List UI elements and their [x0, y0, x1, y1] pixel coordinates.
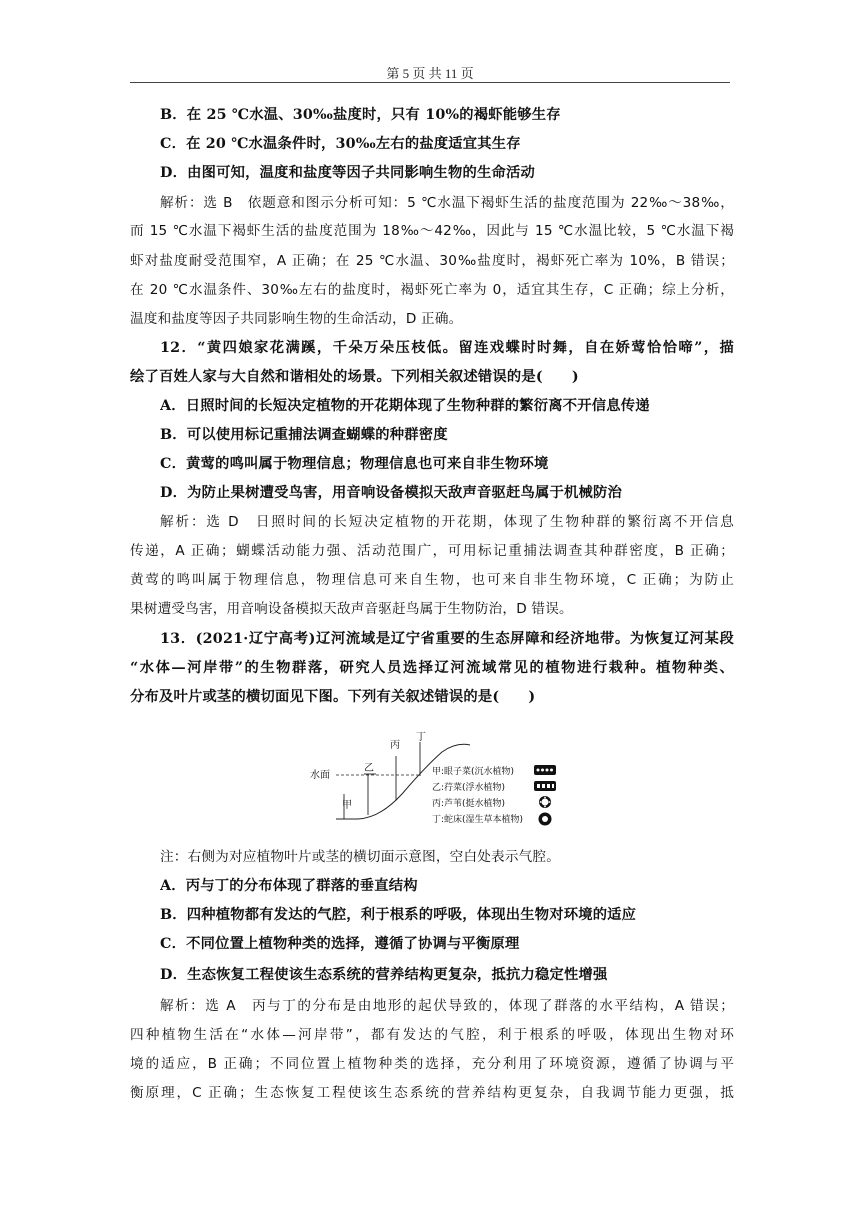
- text-line-q13-ans-4: 衡原理，C 正确；生态恢复工程使该生态系统的营养结构更复杂，自我调节能力更强，抵: [130, 1085, 734, 1101]
- text-line-q12-ans-2: 传递，A 正确；蝴蝶活动能力强、活动范围广，可用标记重捕法调查其种群密度，B 正确；: [130, 543, 734, 559]
- text-line-q11-opt-c: C．在 20 ℃水温条件时，30‰左右的盐度适宜其生存: [160, 136, 521, 152]
- text-line-q13-note: 注：右侧为对应植物叶片或茎的横切面示意图，空白处表示气腔。: [160, 849, 561, 865]
- text-line-q13-opt-a: A．丙与丁的分布体现了群落的垂直结构: [160, 878, 418, 894]
- water-surface-label: 水面: [310, 770, 330, 781]
- text-line-q12-opt-b: B．可以使用标记重捕法调查蝴蝶的种群密度: [160, 427, 448, 443]
- text-line-q13-stem-1: 13．(2021·辽宁高考)辽河流域是辽宁省重要的生态屏障和经济地带。为恢复辽河某段: [160, 631, 734, 647]
- plant-yi-label: 乙: [364, 763, 374, 774]
- text-line-q13-opt-c: C．不同位置上植物种类的选择，遵循了协调与平衡原理: [160, 936, 520, 952]
- cross-section-yi-icon: [534, 781, 556, 791]
- text-line-q13-opt-d: D．生态恢复工程使该生态系统的营养结构更复杂，抵抗力稳定性增强: [160, 967, 608, 983]
- text-line-q11-ans-1: 解析：选 B 依题意和图示分析可知：5 ℃水温下褐虾生活的盐度范围为 22‰～38‰，: [160, 195, 734, 211]
- text-line-q13-stem-2: “水体—河岸带”的生物群落，研究人员选择辽河流域常见的植物进行栽种。植物种类、: [130, 660, 734, 676]
- cross-section-bing-icon: [539, 796, 551, 808]
- text-line-q11-opt-b: B．在 25 ℃水温、30‰盐度时，只有 10%的褐虾能够生存: [160, 107, 561, 123]
- legend-item-bing: 丙:芦苇(挺水植物): [432, 799, 506, 809]
- text-line-q13-ans-2: 四种植物生活在“水体—河岸带”，都有发达的气腔，利于根系的呼吸，体现出生物对环: [130, 1027, 734, 1043]
- text-line-q12-stem-2: 绘了百姓人家与大自然和谐相处的场景。下列相关叙述错误的是( ): [130, 369, 579, 385]
- plant-bing-label: 丙: [390, 740, 400, 751]
- legend-item-jia: 甲:眼子菜(沉水植物): [432, 767, 515, 777]
- text-line-q11-ans-3: 虾对盐度耐受范围窄，A 正确；在 25 ℃水温、30‰盐度时，褐虾死亡率为 10%，B 错误；: [130, 253, 734, 269]
- text-line-q13-opt-b: B．四种植物都有发达的气腔，利于根系的呼吸，体现出生物对环境的适应: [160, 907, 637, 923]
- text-line-q11-ans-5: 温度和盐度等因子共同影响生物的生命活动，D 正确。: [130, 311, 463, 327]
- header-rule: [130, 82, 730, 83]
- text-line-q12-opt-a: A．日照时间的长短决定植物的开花期体现了生物种群的繁衍离不开信息传递: [160, 398, 650, 414]
- text-line-q11-opt-d: D．由图可知，温度和盐度等因子共同影响生物的生命活动: [160, 165, 536, 181]
- plant-jia-label: 甲: [342, 800, 352, 811]
- text-line-q13-ans-3: 境的适应，B 正确；不同位置上植物种类的选择，充分利用了环境资源，遵循了协调与平: [130, 1056, 734, 1072]
- cross-section-ding-icon: [539, 813, 552, 826]
- plant-ding-label: 丁: [416, 732, 426, 743]
- text-line-q13-ans-1: 解析：选 A 丙与丁的分布是由地形的起伏导致的，体现了群落的水平结构，A 错误；: [160, 998, 734, 1014]
- text-line-q13-stem-3: 分布及叶片或茎的横切面见下图。下列有关叙述错误的是( ): [130, 689, 536, 705]
- river-bank-diagram: [298, 728, 558, 832]
- cross-section-jia-icon: [534, 765, 556, 775]
- text-line-q12-stem-1: 12．“黄四娘家花满蹊，千朵万朵压枝低。留连戏蝶时时舞，自在娇莺恰恰啼”，描: [160, 340, 734, 356]
- legend-item-yi: 乙:荇菜(浮水植物): [432, 783, 506, 793]
- legend-item-ding: 丁:蛇床(湿生草本植物): [432, 815, 524, 825]
- text-line-q12-opt-d: D．为防止果树遭受鸟害，用音响设备模拟天敌声音驱赶鸟属于机械防治: [160, 485, 622, 501]
- text-line-q12-opt-c: C．黄莺的鸣叫属于物理信息；物理信息也可来自非生物环境: [160, 456, 549, 472]
- text-line-q12-ans-3: 黄莺的鸣叫属于物理信息，物理信息可来自生物，也可来自非生物环境，C 正确；为防止: [130, 572, 734, 588]
- text-line-q11-ans-2: 而 15 ℃水温下褐虾生活的盐度范围为 18‰～42‰，因此与 15 ℃水温比较，5 ℃水温下褐: [130, 223, 734, 239]
- text-line-q12-ans-1: 解析：选 D 日照时间的长短决定植物的开花期，体现了生物种群的繁衍离不开信息: [160, 514, 734, 530]
- text-line-q11-ans-4: 在 20 ℃水温条件、30‰左右的盐度时，褐虾死亡率为 0，适宜其生存，C 正确；综上分析，: [130, 282, 734, 298]
- page-header: 第 5 页 共 11 页: [386, 66, 474, 81]
- text-line-q12-ans-4: 果树遭受鸟害，用音响设备模拟天敌声音驱赶鸟属于生物防治，D 错误。: [130, 601, 573, 617]
